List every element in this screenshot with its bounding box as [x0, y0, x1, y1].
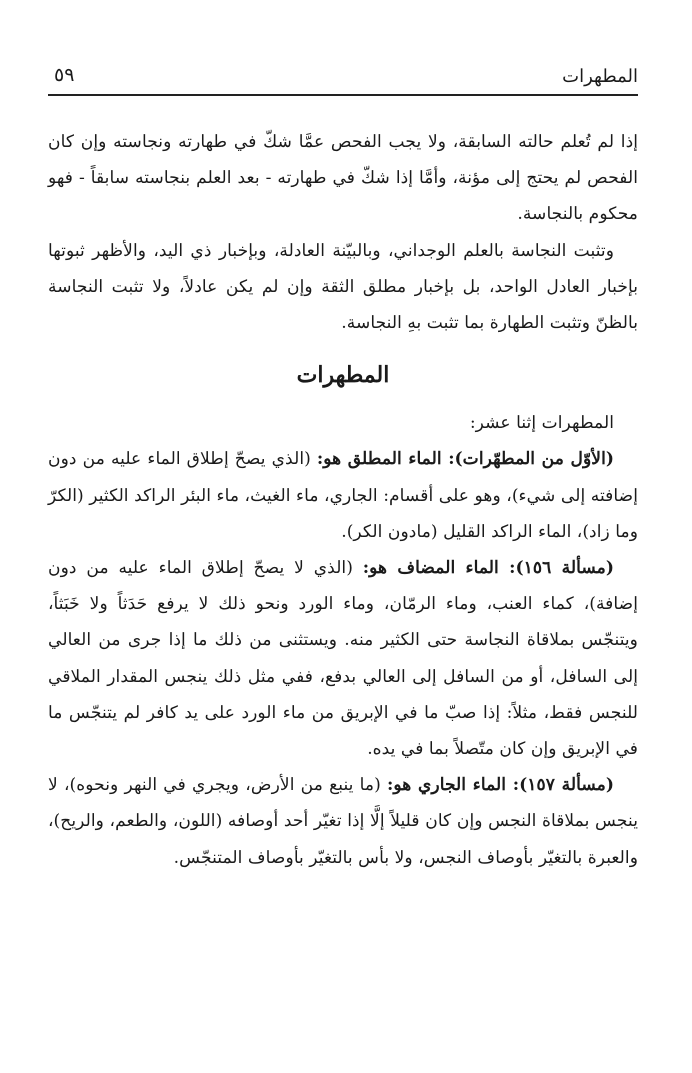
page-body	[48, 124, 638, 876]
first-purifier-text: (الذي يصحّ إطلاق الماء عليه من دون إضافته إلى شيء)، وهو على أقسام: الجاري، ماء الغيث، ماء البئر الراكد الكثير (الكرّ وما زاد)، الماء الراكد القليل (مادون الكر).	[48, 449, 638, 542]
intro-paragraph-1: إذا لم تُعلم حالته السابقة، ولا يجب الفحص عمَّا شكّ في طهارته ونجاسته وإن كان الفحص لم يحتج إلى مؤنة، وأمَّا إذا شكّ في طهارته - بعد العلم بنجاسته سابقاً - فهو محكوم بالنجاسة.	[48, 132, 638, 225]
issue-156-text: (الذي لا يصحّ إطلاق الماء عليه من دون إضافة)، كماء العنب، وماء الرمّان، وماء الورد ونحو ذلك لا يرفع حَدَثاً ولا خَبَثاً، ويتنجّس بملاقاة النجاسة حتى الكثير منه. ويستثنى من ذلك ما إذا جرى من العالي إلى السافل، أو من السافل إلى العالي بدفع، ففي مثل ذلك ينجس المقدار الملاقي للنجس فقط، مثلاً: إذا صبّ ما في الإبريق من ماء الورد على يد كافر لم يتنجّس ما في الإبريق وإن كان متّصلاً بما في يده.	[48, 558, 638, 760]
running-title: المطهرات	[562, 66, 638, 87]
page-header	[48, 62, 638, 96]
section-heading: المطهرات	[296, 362, 390, 389]
issue-157-text: (ما ينبع من الأرض، ويجري في النهر ونحوه)، لا ينجس بملاقاة النجس وإن كان قليلاً إلَّا إذا تغيّر أحد أوصافه (اللون، والطعم، والريح)، والعبرة بالتغيّر بأوصاف النجس، ولا بأس بالتغيّر بأوصاف المتنجّس.	[48, 775, 638, 868]
paragraph-issue-157	[48, 767, 638, 876]
issue-156-label: (مسألة ١٥٦): الماء المضاف هو:	[362, 558, 615, 579]
section-lead: المطهرات إثنا عشر:	[469, 413, 614, 434]
intro-paragraph-2: وتثبت النجاسة بالعلم الوجداني، وبالبيّنة العادلة، وبإخبار ذي اليد، والأظهر ثبوتها بإخبار العادل الواحد، بل بإخبار مطلق الثقة وإن لم يكن عادلاً، ولا تثبت النجاسة بالظنّ وتثبت الطهارة بما تثبت بهِ النجاسة.	[48, 240, 638, 334]
issue-157-label: (مسألة ١٥٧): الماء الجاري هو:	[386, 775, 615, 796]
book-page	[48, 0, 638, 1073]
page-number: ٥٩	[54, 64, 75, 86]
paragraph-first-purifier	[48, 441, 638, 550]
paragraph-issue-156	[48, 550, 638, 767]
first-purifier-label: (الأوّل من المطهّرات): الماء المطلق هو:	[316, 449, 615, 470]
